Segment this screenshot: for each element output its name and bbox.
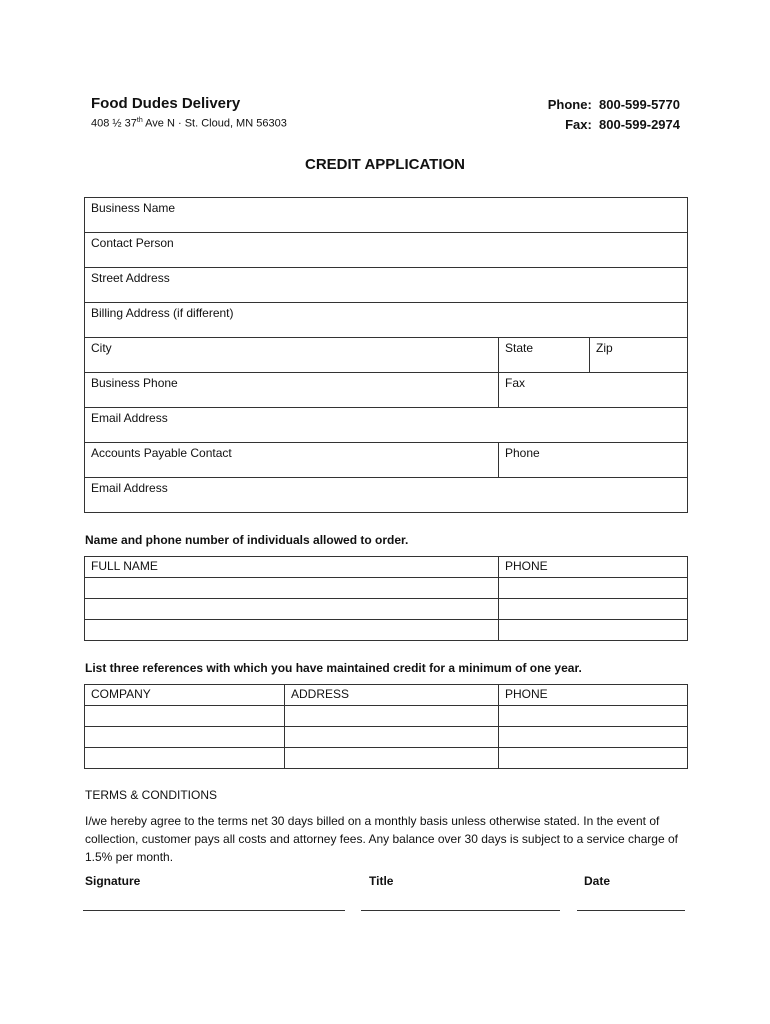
signature-label: Signature (85, 874, 141, 888)
col-company (85, 685, 285, 706)
terms-body: I/we hereby agree to the terms net 30 days billed on a monthly basis unless otherwise stated. In the event of collection, customer pays all costs and attorney fees. Any balance over 30 days is subject to a service charge of 1.5% per month. (85, 814, 678, 864)
address-ordinal: th (136, 117, 143, 124)
signature-line[interactable] (83, 910, 345, 911)
row-phone-fax (85, 373, 688, 408)
city-field[interactable] (85, 338, 499, 373)
phone-cell[interactable] (499, 599, 688, 620)
row-city-state-zip (85, 338, 688, 373)
terms-heading: TERMS & CONDITIONS (85, 788, 218, 802)
fax-line (548, 115, 680, 135)
business-phone-label: Business Phone (91, 376, 178, 390)
date-line[interactable] (577, 910, 685, 911)
name-cell[interactable] (85, 578, 499, 599)
row-ap-email (85, 478, 688, 513)
authorized-table (84, 556, 688, 641)
table-row (85, 620, 688, 641)
title-label: Title (369, 874, 394, 888)
authorized-header-row (85, 557, 688, 578)
state-field[interactable] (499, 338, 590, 373)
col-address (285, 685, 499, 706)
address-header: ADDRESS (291, 687, 350, 701)
city-label: City (91, 341, 112, 355)
address-cell[interactable] (285, 706, 499, 727)
phone-value: 800-599-5770 (599, 97, 680, 112)
state-label: State (505, 341, 534, 355)
company-name: Food Dudes Delivery (91, 95, 241, 112)
ap-email-field[interactable] (85, 478, 688, 513)
contact-block (548, 95, 680, 135)
references-header-row (85, 685, 688, 706)
phone-cell[interactable] (499, 620, 688, 641)
table-row (85, 578, 688, 599)
contact-person-label: Contact Person (91, 236, 174, 250)
date-label: Date (584, 874, 611, 888)
name-cell[interactable] (85, 620, 499, 641)
row-email (85, 408, 688, 443)
col-full-name (85, 557, 499, 578)
references-table (84, 684, 688, 769)
billing-address-label: Billing Address (if different) (91, 306, 234, 320)
ref-phone-cell[interactable] (499, 748, 688, 769)
phone-line (548, 95, 680, 115)
billing-address-field[interactable] (85, 303, 688, 338)
street-address-field[interactable] (85, 268, 688, 303)
fax-field[interactable] (499, 373, 688, 408)
address-rest: Ave N · St. Cloud, MN 56303 (142, 117, 287, 130)
table-row (85, 727, 688, 748)
fax-label: Fax: (565, 117, 592, 132)
email-address-field[interactable] (85, 408, 688, 443)
table-row (85, 599, 688, 620)
ap-phone-field[interactable] (499, 443, 688, 478)
business-name-field[interactable] (85, 198, 688, 233)
street-address-label: Street Address (91, 271, 170, 285)
ap-email-label: Email Address (91, 481, 168, 495)
ref-phone-cell[interactable] (499, 706, 688, 727)
business-name-label: Business Name (91, 201, 176, 215)
col-ref-phone (499, 685, 688, 706)
row-business-name (85, 198, 688, 233)
phone-header: PHONE (505, 559, 548, 573)
ap-phone-label: Phone (505, 446, 540, 460)
row-contact-person (85, 233, 688, 268)
address-number: 408 ½ 37 (91, 117, 137, 130)
address-cell[interactable] (285, 727, 499, 748)
company-header: COMPANY (91, 687, 151, 701)
ap-contact-label: Accounts Payable Contact (91, 446, 232, 460)
company-cell[interactable] (85, 748, 285, 769)
row-ap-contact (85, 443, 688, 478)
email-address-label: Email Address (91, 411, 168, 425)
full-name-header: FULL NAME (91, 559, 158, 573)
ref-phone-header: PHONE (505, 687, 548, 701)
contact-person-field[interactable] (85, 233, 688, 268)
fax-field-label: Fax (505, 376, 526, 390)
ap-contact-field[interactable] (85, 443, 499, 478)
phone-label: Phone: (547, 97, 592, 112)
row-street-address (85, 268, 688, 303)
zip-field[interactable] (590, 338, 688, 373)
company-address (91, 117, 287, 130)
col-phone (499, 557, 688, 578)
company-cell[interactable] (85, 706, 285, 727)
ref-phone-cell[interactable] (499, 727, 688, 748)
phone-cell[interactable] (499, 578, 688, 599)
company-cell[interactable] (85, 727, 285, 748)
address-cell[interactable] (285, 748, 499, 769)
applicant-info-table (84, 197, 688, 513)
fax-value: 800-599-2974 (599, 117, 680, 132)
name-cell[interactable] (85, 599, 499, 620)
zip-label: Zip (596, 341, 613, 355)
row-billing-address (85, 303, 688, 338)
title-line[interactable] (361, 910, 560, 911)
authorized-heading: Name and phone number of individuals allowed to order. (85, 533, 409, 547)
document-title: CREDIT APPLICATION (305, 156, 465, 173)
business-phone-field[interactable] (85, 373, 499, 408)
table-row (85, 706, 688, 727)
table-row (85, 748, 688, 769)
references-heading: List three references with which you have maintained credit for a minimum of one year. (85, 661, 582, 675)
